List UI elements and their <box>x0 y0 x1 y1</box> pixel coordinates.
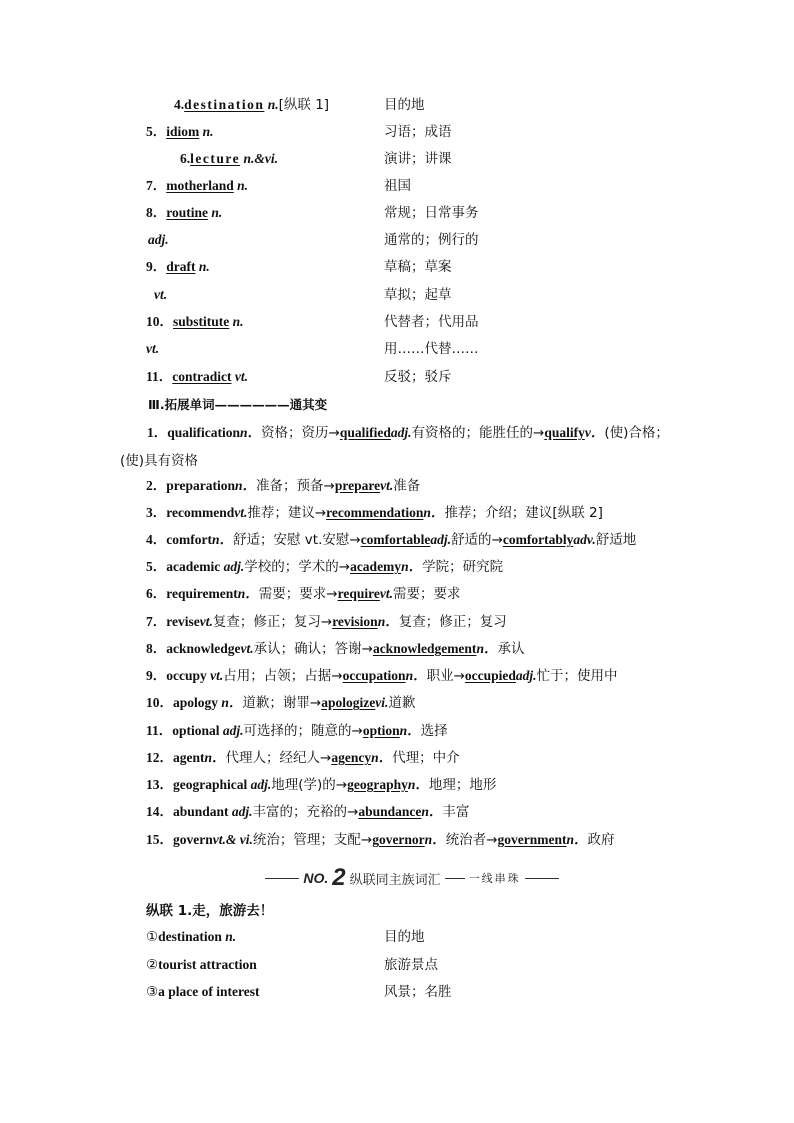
arrow-icon: → <box>351 723 363 739</box>
expand-item-15: 15．governvt.& vi.统治；管理；支配→governorn．统治者→governmentn．政府 <box>146 832 615 848</box>
arrow-icon: → <box>328 425 340 441</box>
arrow-icon: → <box>331 668 343 684</box>
vocab-word: idiom <box>166 124 200 139</box>
expand-item-8: 8．acknowledgevt.承认；确认；答谢→acknowledgementn．承认 <box>146 641 525 657</box>
group-meaning: 旅游景点 <box>384 957 438 973</box>
vocab-item-9: 9．draft n. <box>146 259 210 274</box>
expand-item-14: 14．abundant adj.丰富的；充裕的→abundancen．丰富 <box>146 804 470 820</box>
derived-word: academy <box>350 559 402 574</box>
vocab-item-4: 4.destination n.[纵联 1] <box>174 97 330 113</box>
vocab-item-11: 11．contradict vt. <box>146 369 248 384</box>
group-meaning: 目的地 <box>384 929 425 945</box>
banner-title: 纵联同主族词汇 <box>349 872 441 888</box>
expand-item-9: 9．occupy vt.占用；占领；占据→occupationn．职业→occupiedadj.忙于；使用中 <box>146 668 618 684</box>
derived-word: agency <box>331 750 372 765</box>
section-heading: Ⅲ.拓展单词——————通其变 <box>148 397 328 412</box>
group-item-1: ①destination n. <box>146 929 237 945</box>
vocab-item-10: 10．substitute n. <box>146 314 244 329</box>
vocab-word: draft <box>166 259 196 274</box>
arrow-icon: → <box>323 478 335 494</box>
derived-word: geography <box>347 777 408 792</box>
derived-word: occupied <box>464 668 516 683</box>
vocab-word: substitute <box>173 314 230 329</box>
derived-word: recommendation <box>326 505 424 520</box>
banner-subtitle: 一线串珠 <box>468 872 521 885</box>
vocab-meaning: 草拟；起草 <box>384 287 452 303</box>
derived-word: comfortable <box>360 532 431 547</box>
arrow-icon: → <box>347 804 359 820</box>
arrow-icon: → <box>320 614 333 630</box>
derived-word: comfortably <box>502 532 574 547</box>
derived-word: revision <box>332 614 378 629</box>
arrow-icon: → <box>533 425 545 441</box>
vocab-meaning: 祖国 <box>384 178 411 194</box>
expand-item-1: 1．qualificationn．资格；资历→qualifiedadj.有资格的；能胜任的→qualifyv．(使)合格；(使)具有资格 <box>120 425 669 469</box>
vocab-item-10-vt: vt. <box>146 341 160 356</box>
banner-rule-mid <box>445 878 465 879</box>
group-item-2: ②tourist attraction <box>146 957 257 973</box>
expand-item-5: 5．academic adj.学校的；学术的→academyn．学院；研究院 <box>146 559 504 575</box>
vocab-item-8-adj: adj. <box>148 232 169 247</box>
vocab-meaning: 代替者；代用品 <box>384 314 479 330</box>
vocab-meaning: 目的地 <box>384 97 425 113</box>
derived-word: occupation <box>342 668 406 683</box>
vocab-meaning: 用……代替…… <box>384 341 479 357</box>
derived-word: require <box>337 586 380 601</box>
derived-word: prepare <box>334 478 381 493</box>
arrow-icon: → <box>491 532 503 548</box>
arrow-icon: → <box>335 777 348 793</box>
expand-item-7: 7．revisevt.复查；修正；复习→revisionn．复查；修正；复习 <box>146 614 507 630</box>
vocab-item-6: 6.lecture n.&vi. <box>180 151 278 166</box>
vocab-word: motherland <box>166 178 234 193</box>
arrow-icon: → <box>320 750 332 766</box>
vocab-meaning: 常规；日常事务 <box>384 205 479 221</box>
section-banner: NO. 2 纵联同主族词汇 一线串珠 <box>256 866 568 890</box>
arrow-icon: → <box>314 505 327 521</box>
arrow-icon: → <box>326 586 338 602</box>
expand-item-6: 6．requirementn．需要；要求→requirevt.需要；要求 <box>146 586 461 602</box>
vocab-word: lecture <box>190 151 241 166</box>
derived-word: governor <box>372 832 425 847</box>
derived-word: government <box>497 832 567 847</box>
vocab-meaning: 草稿；草案 <box>384 259 452 275</box>
expand-item-11: 11．optional adj.可选择的；随意的→optionn．选择 <box>146 723 448 739</box>
vocab-word: contradict <box>172 369 232 384</box>
vocab-item-7: 7．motherland n. <box>146 178 249 193</box>
banner-number: 2 <box>332 864 346 891</box>
arrow-icon: → <box>309 695 322 711</box>
group-item-3: ③a place of interest <box>146 984 260 1000</box>
derived-word: acknowledgement <box>372 641 477 656</box>
expand-item-10: 10．apology n．道歉；谢罪→apologizevi.道歉 <box>146 695 416 711</box>
vocab-word: destination <box>184 97 265 112</box>
expand-item-2: 2．preparationn．准备；预备→preparevt.准备 <box>146 478 421 494</box>
banner-rule-right <box>525 878 559 879</box>
expand-item-13: 13．geographical adj.地理(学)的→geographyn．地理；地形 <box>146 777 497 793</box>
derived-word: qualified <box>339 425 391 440</box>
vocab-meaning: 演讲；讲课 <box>384 151 452 167</box>
vocab-meaning: 通常的；例行的 <box>384 232 479 248</box>
derived-word: qualify <box>544 425 585 440</box>
vocab-item-5: 5．idiom n. <box>146 124 214 139</box>
arrow-icon: → <box>453 668 465 684</box>
vocab-meaning: 习语；成语 <box>384 124 452 140</box>
arrow-icon: → <box>338 559 351 575</box>
derived-word: apologize <box>321 695 376 710</box>
vocab-item-8: 8．routine n. <box>146 205 223 220</box>
vocab-word: routine <box>166 205 209 220</box>
expand-item-4: 4．comfortn．舒适；安慰 vt.安慰→comfortableadj.舒适的→comfortablyadv.舒适地 <box>146 532 637 548</box>
vocab-meaning: 反驳；驳斥 <box>384 369 452 385</box>
arrow-icon: → <box>361 641 373 657</box>
arrow-icon: → <box>486 832 498 848</box>
vocab-item-9-vt: vt. <box>154 287 168 302</box>
expand-item-12: 12．agentn．代理人；经纪人→agencyn．代理；中介 <box>146 750 460 766</box>
derived-word: option <box>362 723 400 738</box>
arrow-icon: → <box>349 532 361 548</box>
arrow-icon: → <box>360 832 373 848</box>
group-meaning: 风景；名胜 <box>384 984 452 1000</box>
expand-item-3: 3．recommendvt.推荐；建议→recommendationn．推荐；介绍；建议[纵联 2] <box>146 505 603 521</box>
group-heading: 纵联 1.走，旅游去！ <box>146 903 274 919</box>
derived-word: abundance <box>358 804 422 819</box>
banner-rule-left <box>265 878 299 879</box>
